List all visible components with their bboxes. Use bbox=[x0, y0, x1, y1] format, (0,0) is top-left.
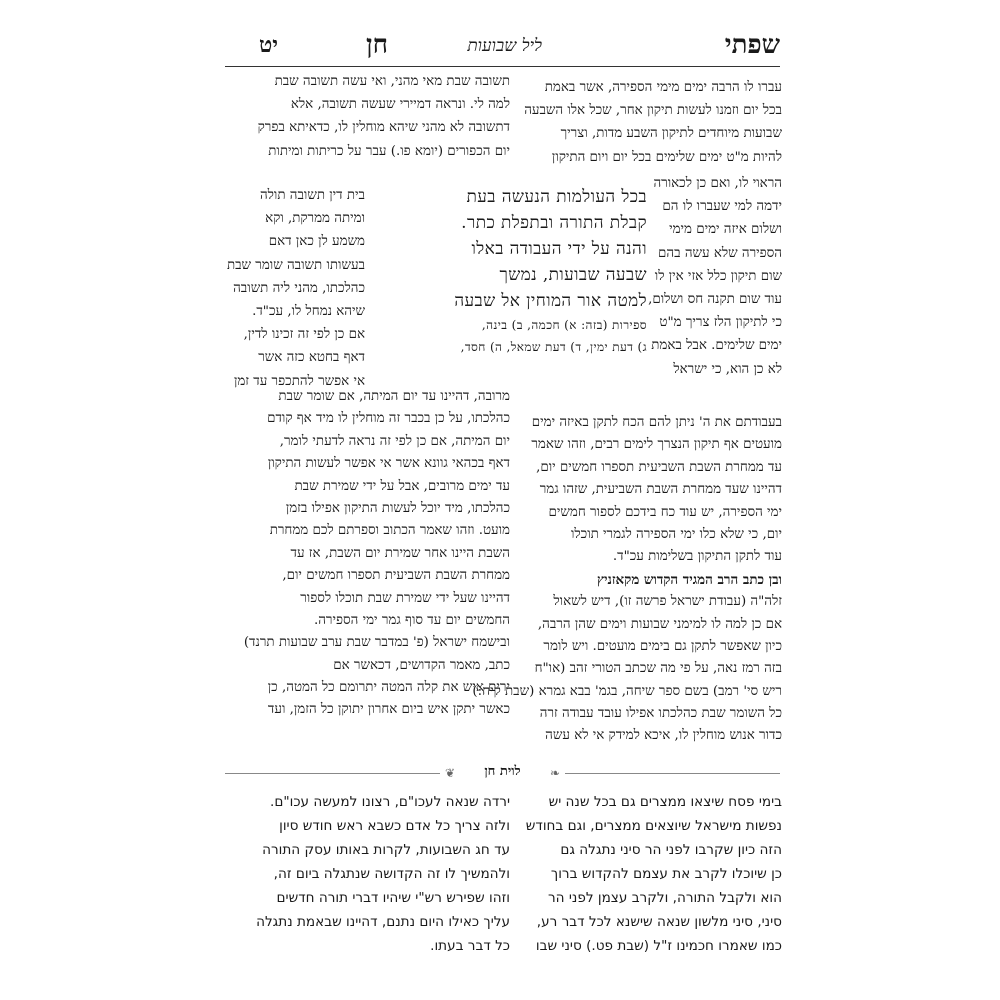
right-column-narrow bbox=[648, 172, 782, 381]
note-line: הוא ולקבל התורה, ולקרב עצמן לפני הר bbox=[547, 890, 782, 906]
note-line: בימי פסח שיצאו ממצרים גם בכל שנה יש bbox=[548, 794, 782, 810]
text-line: דאף בחטא כזה אשר bbox=[258, 350, 365, 366]
text-line: ריש סי' רמב) בשם ספר שיחה, בגמ' בבא גמרא (שבת קיח:) bbox=[472, 683, 782, 699]
text-line: כי לתיקון הלז צריך מ"ט bbox=[659, 315, 782, 331]
text-line: בעבודתם את ה' ניתן להם הכח לתקן באיזה ימים bbox=[531, 415, 782, 430]
left-column-bottom bbox=[225, 386, 510, 722]
box-line: למטה אור המוחין אל שבעה bbox=[454, 291, 647, 311]
text-line: מועט. וזהו שאמר הכתוב וספרתם לכם ממחרת bbox=[269, 523, 510, 539]
notes-left-column bbox=[225, 790, 510, 958]
text-line: בעשותו תשובה שומר שבת bbox=[226, 257, 365, 273]
text-line: כאשר יתקן איש ביום אחרון יתוקן כל הזמן, ועד bbox=[267, 702, 510, 718]
text-line: ובישמח ישראל (פ' במדבר שבת ערב שבועות תרנד) bbox=[243, 635, 510, 651]
note-line: כל דבר בעתו. bbox=[430, 938, 510, 954]
text-line: שיהא נמחל לו, עכ"ד. bbox=[252, 303, 365, 319]
note-line: עליך כאילו היום נתנם, דהיינו שבאמת נתגלה bbox=[256, 914, 510, 930]
right-column-top bbox=[520, 76, 782, 169]
text-line: דהיינו שעד ממחרת השבת השביעית, שזהו גמר bbox=[539, 482, 782, 498]
left-column-narrow bbox=[225, 184, 365, 393]
text-line: בית דין תשובה תולה bbox=[259, 188, 365, 203]
text-line: כל השומר שבת כהלכתו אפילו עובד עבודה זרה bbox=[539, 706, 782, 722]
text-line: ובן כתב הרב המגיד הקדוש מקאזניץ bbox=[596, 571, 782, 588]
text-line: יום הכפורים (יומא פו.) עבר על כריתות ומיתות bbox=[268, 143, 510, 159]
text-line: ידמה למי שעברו לו הם bbox=[662, 199, 782, 215]
note-line: כמו שאמרו חכמינו ז"ל (שבת פט.) סיני שבו bbox=[535, 938, 782, 954]
text-line: עד ממחרת השבת השביעית תספרו חמשים יום, bbox=[536, 459, 782, 475]
text-line: אם כן לפי זה זכינו לדין, bbox=[243, 327, 365, 343]
note-line: וזהו שפירש רש"י שיהיו דברי תורה חדשים bbox=[276, 890, 510, 906]
text-line: עברו לו הרבה ימים מימי הספירה, אשר באמת bbox=[544, 80, 782, 95]
text-line: אי אפשר להתכפר עד זמן bbox=[233, 373, 365, 389]
ornament-icon: ❦ bbox=[445, 766, 456, 780]
text-line: כהלכתו, מהני ליה תשובה bbox=[233, 280, 365, 296]
notes-heading: לוית חן bbox=[484, 764, 521, 779]
text-line: להיות מ"ט ימים שלימים בכל יום ויום התיקון bbox=[551, 149, 782, 165]
text-line: עוד לתקן התיקון בשלימות עכ"ד. bbox=[612, 549, 782, 565]
text-line: החמשים יום עד סוף גמר ימי הספירה. bbox=[313, 612, 510, 628]
ornament-icon: ❧ bbox=[549, 766, 560, 780]
text-line: בזה רמז נאה, על פי מה שכתב הטורי זהב (או"ח bbox=[534, 661, 782, 677]
box-line: בכל העולמות הנעשה בעת bbox=[466, 187, 647, 207]
text-line: יום, כי שלא כלו ימי הספירה לגמרי תוכלו bbox=[570, 526, 782, 542]
text-line: ימי הספירה, יש עוד כח בידכם לספור חמשים bbox=[548, 504, 782, 520]
text-line: כיון שאפשר לתקן גם בימים מועטים. ויש לומר bbox=[543, 638, 782, 654]
box-line: שבעה שבועות, נמשך bbox=[499, 265, 647, 285]
text-line: כהלכתו, על כן בכבר זה מוחלין לו מיד אף קודם bbox=[267, 411, 510, 427]
note-line: נפשות מישראל שיוצאים ממצרים, וגם בחודש bbox=[525, 818, 782, 834]
text-line: ושלום איזה ימים מימי bbox=[669, 222, 782, 238]
note-line: ולזה צריך כל אדם כשבא ראש חודש סיון bbox=[279, 818, 510, 834]
text-line: השבת היינו אחר שמירת יום השבת, אז עד bbox=[290, 545, 510, 561]
text-line: הספירה שלא עשה בהם bbox=[658, 245, 782, 261]
running-header bbox=[225, 26, 780, 66]
box-line: ספירות (בזה: א) חכמה, ב) בינה, bbox=[481, 318, 647, 332]
text-line: יום המיתה, אם כן לפי זה נראה לדעתי לומר, bbox=[279, 433, 510, 449]
note-line: ירדה שנאה לעכו"ם, רצונו למעשה עכו"ם. bbox=[270, 794, 510, 810]
text-line: משמע לן כאן דאם bbox=[268, 234, 365, 250]
text-line: עוד שום תקנה חס ושלום, bbox=[648, 291, 782, 307]
header-book-title-2: חן bbox=[365, 30, 388, 60]
text-line: דאף בכהאי גוונא אשר אי אפשר לעשות התיקון bbox=[267, 456, 510, 472]
text-line: הראוי לו, ואם כן לכאורה bbox=[653, 176, 782, 191]
text-line: כהלכתו, מיד יוכל לעשות התיקון אפילו בזמן bbox=[285, 500, 510, 516]
header-section-title: ליל שבועות bbox=[467, 36, 542, 56]
note-line: כן שיוכלו לקרב את עצמם להקדוש ברוך bbox=[550, 866, 782, 882]
notes-right-column bbox=[520, 790, 782, 958]
left-column-top bbox=[225, 70, 510, 163]
text-line: זלה"ה (עבודת ישראל פרשה זו), דיש לשאול bbox=[553, 594, 782, 610]
note-line: עד חג השבועות, לקרות באותו עסק התורה bbox=[262, 842, 510, 858]
text-line: תשובה שבת מאי מהני, ואי עשה תשובה שבת bbox=[274, 74, 510, 89]
text-line: ירים איש את קלה המטה יתרומם כל המטה, כן bbox=[267, 680, 510, 696]
text-line: עד ימים מרובים, אבל על ידי שמירת שבת bbox=[294, 478, 510, 494]
text-line: שום תיקון כלל אזי אין לו bbox=[654, 268, 782, 284]
page-number: יט bbox=[258, 32, 278, 58]
text-line: ומיתה ממרקת, וקא bbox=[265, 211, 365, 227]
header-book-title: שפתי bbox=[724, 30, 780, 60]
text-line: כתב, מאמר הקדושים, דכאשר אם bbox=[333, 657, 510, 673]
center-highlight-box bbox=[373, 184, 647, 358]
text-line: ימים שלימים. אבל באמת bbox=[651, 338, 782, 354]
text-line: דתשובה לא מהני שיהא מוחלין לו, כדאיתא בפרק bbox=[257, 120, 510, 136]
box-line: ג) דעת ימין, ד) דעת שמאל, ה) חסד, bbox=[460, 340, 647, 354]
text-line: מועטים אף תיקון הנצרך לימים רבים, וזהו שאמר bbox=[531, 437, 782, 453]
note-line: סיני, סיני מלשון שנאה שישנא לכל דבר רע, bbox=[536, 914, 782, 930]
header-rule bbox=[225, 66, 780, 67]
note-line: ולהמשיך לו זה הקדושה שנתגלה ביום זה, bbox=[273, 866, 510, 882]
text-line: לא כן הוא, כי ישראל bbox=[673, 361, 782, 377]
text-line: למה לי. ונראה דמיירי שעשה תשובה, אלא bbox=[290, 97, 510, 113]
section-divider bbox=[225, 765, 780, 781]
text-line: כדור אנוש מוחלין לו, איכא למידק אי לא עשה bbox=[545, 728, 782, 744]
text-line: ממחרת השבת השביעית תספרו חמשים יום, bbox=[282, 568, 510, 584]
text-line: דהיינו שעל ידי שמירת שבת תוכלו לספור bbox=[300, 590, 510, 606]
box-line: והנה על ידי העבודה באלו bbox=[471, 239, 647, 259]
right-column-bottom bbox=[472, 412, 782, 748]
text-line: מרובה, דהיינו עד יום המיתה, אם שומר שבת bbox=[278, 389, 510, 404]
note-line: הזה כיון שקרבו לפני הר סיני נתגלה גם bbox=[560, 842, 782, 858]
text-line: אם כן למה לו למימני שבועות וימים שהן הרבה, bbox=[537, 616, 782, 632]
text-line: שבועות מיוחדים לתיקון השבע מדות, וצריך bbox=[560, 126, 782, 142]
text-line: בכל יום וזמנו לעשות תיקון אחר, שכל אלו השבעה bbox=[524, 103, 782, 119]
box-line: קבלת התורה ובתפלת כתר. bbox=[461, 213, 647, 233]
